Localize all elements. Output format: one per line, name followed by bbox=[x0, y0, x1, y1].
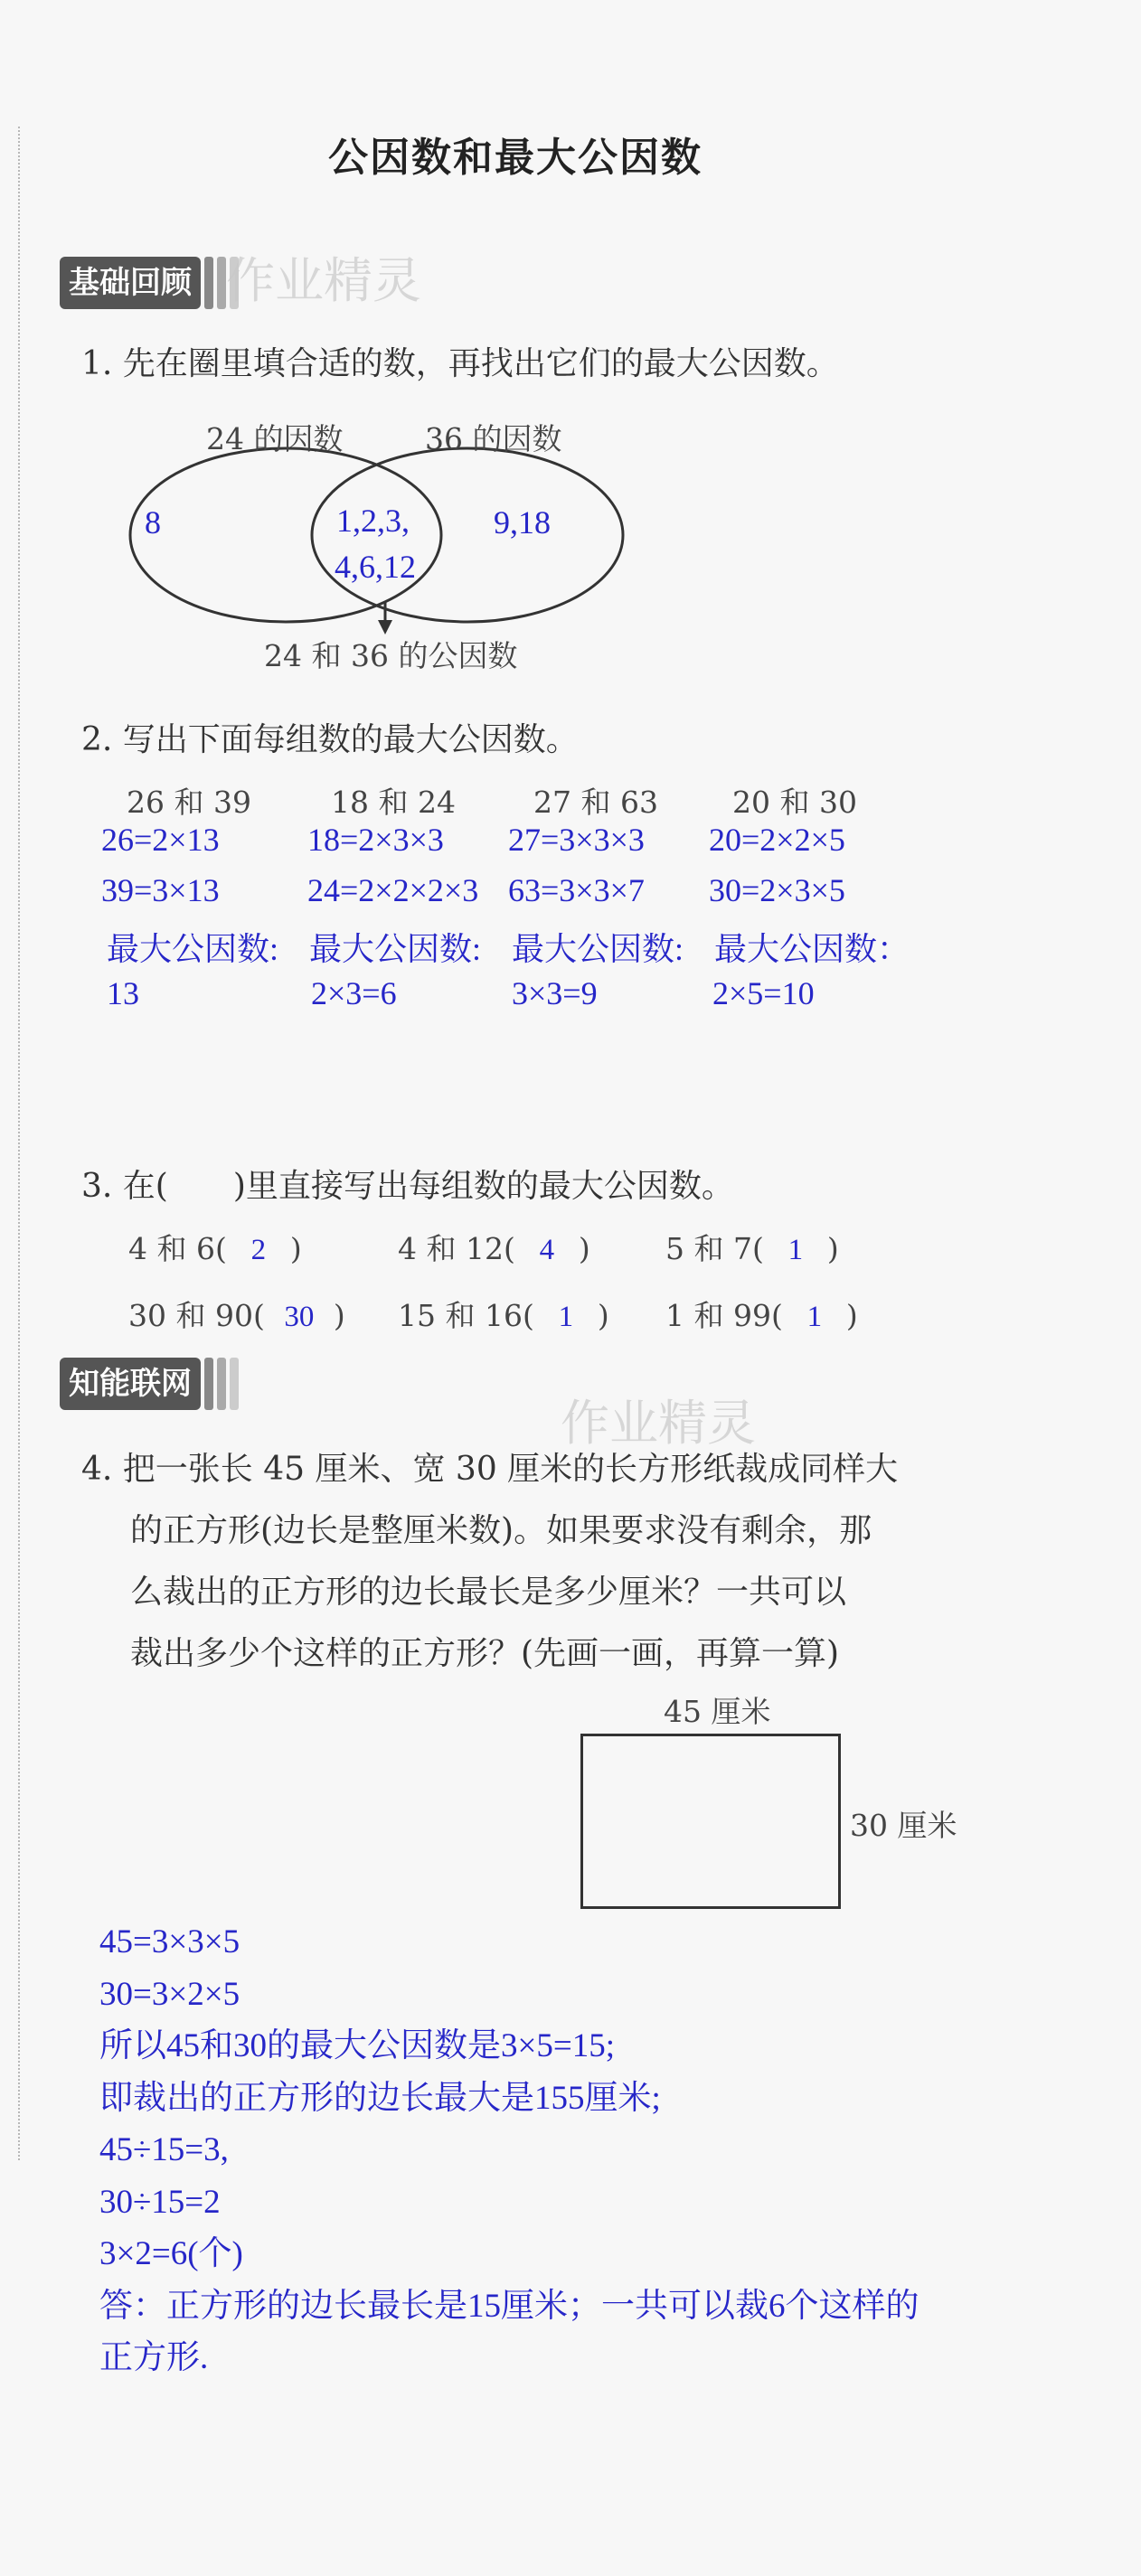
paper-rectangle bbox=[580, 1734, 841, 1909]
q3-item-prefix: 15 和 16( bbox=[398, 1298, 534, 1333]
section-tag-label: 基础回顾 bbox=[60, 257, 201, 309]
gcf-label: 最大公因数: bbox=[309, 931, 482, 967]
gcf-result: 13 bbox=[107, 975, 139, 1011]
q3-item bbox=[665, 1226, 839, 1268]
solution-line: 30=3×2×5 bbox=[99, 1975, 240, 2013]
q3-item-prefix: 30 和 90( bbox=[128, 1298, 265, 1333]
factor-line: 18=2×3×3 bbox=[307, 822, 444, 858]
factor-line: 27=3×3×3 bbox=[508, 822, 645, 858]
q3-item-suffix: ) bbox=[289, 1231, 302, 1266]
q3-item bbox=[128, 1293, 345, 1335]
question-4-line: 裁出多少个这样的正方形？(先画一画，再算一算) bbox=[130, 1635, 840, 1672]
q3-item-prefix: 1 和 99( bbox=[665, 1298, 783, 1333]
q3-item-prefix: 4 和 12( bbox=[398, 1231, 515, 1266]
gcf-label: 最大公因数： bbox=[714, 931, 910, 967]
gcf-label: 最大公因数: bbox=[512, 931, 684, 967]
gcf-label: 最大公因数: bbox=[107, 931, 279, 967]
answer-common-1: 1,2,3, bbox=[336, 503, 410, 539]
solution-line: 30÷15=2 bbox=[99, 2183, 221, 2221]
q3-item-suffix: ) bbox=[597, 1298, 609, 1333]
q3-item-suffix: ) bbox=[333, 1298, 345, 1333]
q4-solution bbox=[99, 1916, 919, 2384]
solution-line: 45=3×3×5 bbox=[99, 1923, 240, 1960]
pair-label: 26 和 39 bbox=[127, 785, 251, 820]
watermark: 作业精灵 bbox=[561, 1395, 756, 1452]
gcf-result: 3×3=9 bbox=[512, 975, 598, 1011]
question-1: 1. 先在圈里填合适的数，再找出它们的最大公因数。 bbox=[81, 345, 839, 382]
section-tag-connect bbox=[60, 1356, 239, 1412]
q3-item-suffix: ) bbox=[826, 1231, 839, 1266]
rect-width-label: 45 厘米 bbox=[664, 1694, 771, 1729]
solution-line: 3×2=6(个) bbox=[99, 2235, 243, 2272]
tag-stripe bbox=[204, 257, 213, 309]
q3-item bbox=[398, 1293, 609, 1335]
solution-line: 正方形. bbox=[99, 2339, 209, 2376]
answer-right-only: 9,18 bbox=[494, 504, 551, 541]
factor-line: 30=2×3×5 bbox=[709, 872, 845, 908]
tag-stripe bbox=[217, 1358, 226, 1410]
rect-height-label: 30 厘米 bbox=[850, 1808, 957, 1843]
venn-bottom-label: 24 和 36 的公因数 bbox=[264, 638, 518, 673]
q3-item-prefix: 4 和 6( bbox=[128, 1231, 227, 1266]
question-4-line: 4. 把一张长 45 厘米、宽 30 厘米的长方形纸裁成同样大 bbox=[81, 1451, 899, 1488]
q3-answer: 4 bbox=[539, 1234, 555, 1266]
q3-item bbox=[398, 1226, 590, 1268]
question-4 bbox=[81, 1439, 898, 1685]
watermark: 作业精灵 bbox=[226, 252, 421, 309]
factor-line: 24=2×2×2×3 bbox=[307, 872, 479, 908]
question-4-line: 的正方形(边长是整厘米数)。如果要求没有剩余，那 bbox=[130, 1512, 872, 1549]
tag-stripe bbox=[230, 1358, 239, 1410]
gcf-result: 2×5=10 bbox=[712, 975, 815, 1011]
page-title: 公因数和最大公因数 bbox=[328, 135, 703, 181]
q3-item-suffix: ) bbox=[845, 1298, 858, 1333]
q3-answer: 30 bbox=[284, 1301, 315, 1333]
answer-common-2: 4,6,12 bbox=[335, 549, 416, 585]
factor-line: 20=2×2×5 bbox=[709, 822, 845, 858]
q3-answer: 1 bbox=[806, 1301, 823, 1333]
pair-label: 18 和 24 bbox=[331, 785, 456, 820]
q3-item bbox=[665, 1293, 858, 1335]
q3-item bbox=[128, 1226, 302, 1268]
q3-item-prefix: 5 和 7( bbox=[665, 1231, 764, 1266]
factor-line: 26=2×13 bbox=[101, 822, 220, 858]
question-4-line: 么裁出的正方形的边长最长是多少厘米？一共可以 bbox=[130, 1574, 847, 1611]
factor-line: 63=3×3×7 bbox=[508, 872, 645, 908]
solution-line: 45÷15=3, bbox=[99, 2131, 229, 2168]
section-tag-basics bbox=[60, 255, 239, 311]
gcf-result: 2×3=6 bbox=[311, 975, 397, 1011]
answer-left-only: 8 bbox=[145, 504, 161, 541]
section-tag-label: 知能联网 bbox=[60, 1358, 201, 1410]
venn-right-label: 36 的因数 bbox=[425, 421, 562, 456]
solution-line: 答：正方形的边长最长是15厘米；一共可以裁6个这样的 bbox=[99, 2287, 919, 2325]
q3-answer: 1 bbox=[787, 1234, 804, 1266]
q3-answer: 2 bbox=[250, 1234, 267, 1266]
margin-dotted-line bbox=[18, 127, 20, 2160]
solution-line: 即裁出的正方形的边长最大是155厘米; bbox=[99, 2079, 661, 2117]
question-2: 2. 写出下面每组数的最大公因数。 bbox=[81, 721, 579, 758]
q3-answer: 1 bbox=[558, 1301, 574, 1333]
solution-line: 所以45和30的最大公因数是3×5=15; bbox=[99, 2027, 616, 2064]
tag-stripe bbox=[204, 1358, 213, 1410]
question-3: 3. 在( )里直接写出每组数的最大公因数。 bbox=[81, 1168, 734, 1205]
q3-item-suffix: ) bbox=[578, 1231, 590, 1266]
pair-label: 20 和 30 bbox=[732, 785, 857, 820]
venn-left-label: 24 的因数 bbox=[206, 421, 344, 456]
tag-stripe bbox=[217, 257, 226, 309]
pair-label: 27 和 63 bbox=[533, 785, 658, 820]
factor-line: 39=3×13 bbox=[101, 872, 220, 908]
